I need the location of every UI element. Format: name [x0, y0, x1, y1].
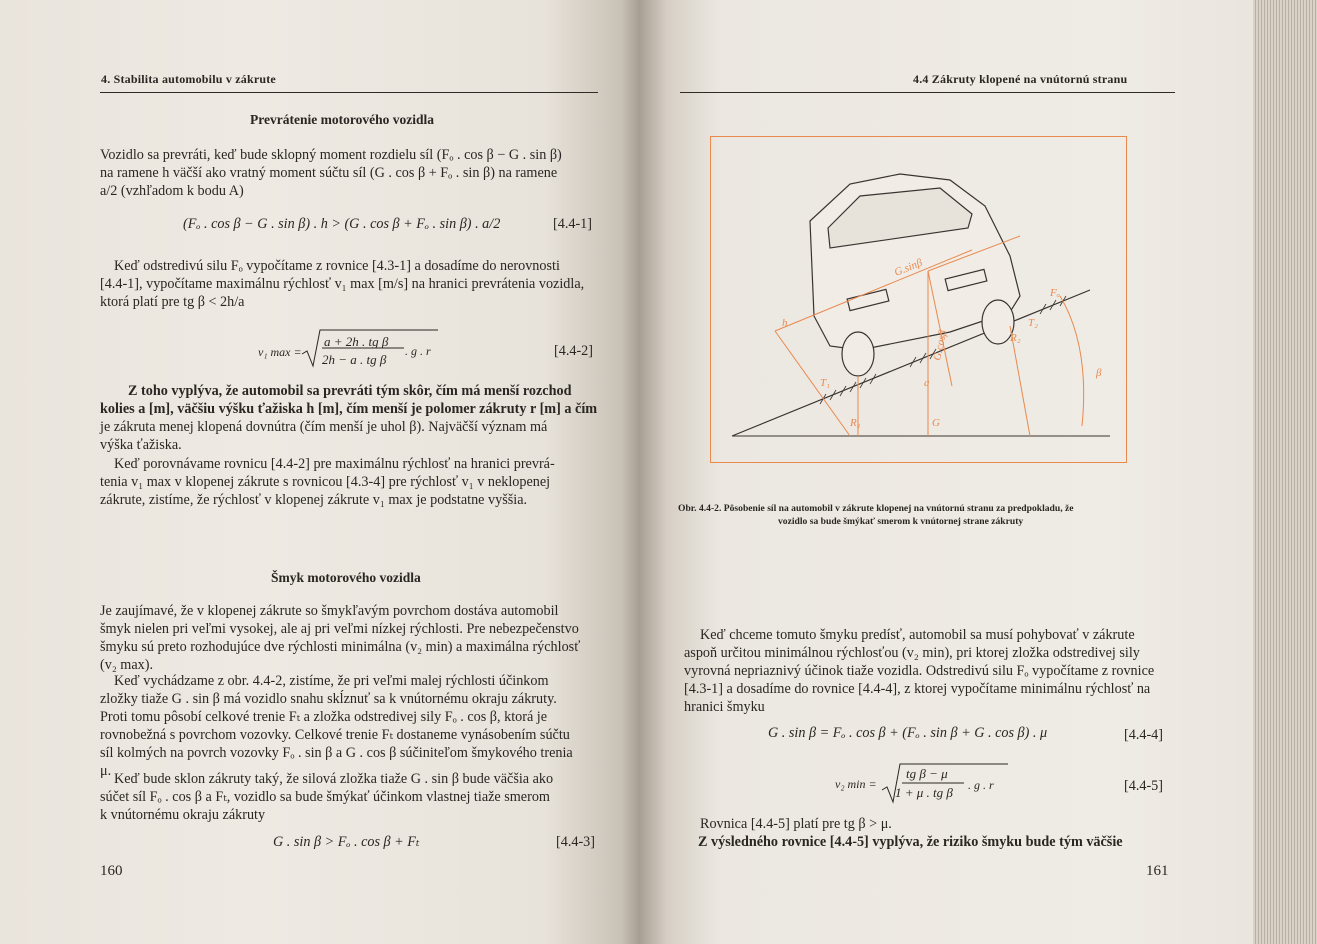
text-line: [4.3-1] a dosadíme do rovnice [4.4-4], z ktorej vypočítame minimálnu rýchlosť na [684, 681, 1151, 697]
equation-lhs: v₂ min = [835, 777, 877, 791]
label-t1: T₁ [820, 377, 830, 389]
text-line: šmyk nielen pri veľmi vysokej, ale aj pri veľmi nízkej rýchlosti. Pre nebezpečenstvo [100, 621, 579, 637]
car [810, 174, 1020, 376]
text-line: Z toho vyplýva, že automobil sa prevráti tým skôr, čím má menší rozchod [128, 383, 572, 399]
page-number-right: 161 [1146, 863, 1169, 879]
text-line: k vnútornému okraju zákruty [100, 807, 266, 823]
figure-caption-line: vozidlo sa bude šmýkať smerom k vnútornej strane zákruty [778, 516, 1024, 527]
equation-numerator: a + 2h . tg β [324, 334, 389, 349]
text-line: Keď bude sklon zákruty taký, že silová zložka tiaže G . sin β bude väčšia ako [114, 771, 554, 787]
label-gcos: G.cosβ [931, 328, 950, 362]
heading-prevratenie: Prevrátenie motorového vozidla [250, 112, 434, 127]
equation-tail: . g . r [405, 344, 431, 358]
text-line: Je zaujímavé, že v klopenej zákrute so šmykľavým povrchom dostáva automobil [100, 603, 559, 619]
left-page [0, 0, 640, 944]
text-line: rovnobežná s povrchom vozovky. Celkové trenie Fₜ dostaneme vynásobením súčtu [100, 727, 570, 743]
label-t2: T₂ [1028, 317, 1038, 329]
running-head-left: 4. Stabilita automobilu v zákrute [101, 72, 276, 86]
text-line: je zákruta menej klopená dovnútra (čím menší je uhol β). Najväčší význam má [100, 419, 548, 435]
label-g: G [932, 417, 940, 429]
label-r2: R₂ [1010, 332, 1021, 344]
text-line: Keď odstredivú silu Fₒ vypočítame z rovnice [4.3-1] a dosadíme do nerovnosti [114, 258, 560, 274]
equation-4-4-1: (Fₒ . cos β − G . sin β) . h > (G . cos β + Fₒ . sin β) . a/2 [183, 216, 501, 232]
equation-number: [4.4-4] [1124, 727, 1164, 743]
label-gsin: G.sinβ [892, 256, 925, 279]
equation-denominator: 1 + μ . tg β [895, 785, 953, 800]
text-line: Z výsledného rovnice [4.4-5] vyplýva, že riziko šmyku bude tým väčšie [698, 834, 1123, 850]
figure-drawing [710, 136, 1128, 464]
equation-number: [4.4-1] [553, 216, 593, 232]
text-line: aspoň určitou minimálnou rýchlosťou (v₂ min), pri ktorej zložka odstredivej sily [684, 645, 1140, 661]
header-rule-left [100, 92, 598, 93]
text-line: ktorá platí pre tg β < 2h/a [100, 294, 245, 310]
text-line: tenia v₁ max v klopenej zákrute s rovnicou [4.3-4] pre rýchlosť v₁ v neklopenej [100, 474, 551, 490]
page-number-left: 160 [100, 863, 123, 879]
label-r1: R₁ [850, 417, 861, 429]
text-line: Vozidlo sa prevráti, keď bude sklopný moment rozdielu síl (Fₒ . cos β − G . sin β) [100, 147, 562, 163]
text-line: [4.4-1], vypočítame maximálnu rýchlosť v₁ max [m/s] na hranici prevrátenia vozidla, [100, 276, 585, 292]
label-h: h [782, 317, 788, 329]
text-line: kolies a [m], väčšiu výšku ťažiska h [m], čím menší je polomer zákruty r [m] a čím [100, 401, 598, 417]
equation-number: [4.4-3] [556, 834, 596, 850]
page-edges [1253, 0, 1317, 944]
figure-caption-line: Obr. 4.4-2. Pôsobenie síl na automobil v zákrute klopenej na vnútornú stranu za predpokladu, že [678, 503, 1074, 514]
text-line: zákrute, zistíme, že rýchlosť v klopenej zákrute v₁ max je podstatne vyššia. [100, 492, 528, 508]
text-line: súčet síl Fₒ . cos β a Fₜ, vozidlo sa bude šmýkať účinkom vlastnej tiaže smerom [100, 789, 550, 805]
text-line: šmyku sú preto rozhodujúce dve rýchlosti minimálna (v₂ min) a maximálna rýchlosť [100, 639, 581, 655]
text-line: μ. [100, 763, 112, 779]
equation-numerator: tg β − μ [906, 766, 948, 781]
label-fo: Fₒ [1050, 287, 1060, 299]
text-line: Keď porovnávame rovnicu [4.4-2] pre maximálnu rýchlosť na hranici prevrá- [114, 456, 555, 472]
equation-number: [4.4-2] [554, 343, 594, 359]
text-line: a/2 (vzhľadom k bodu A) [100, 183, 244, 199]
text-line: na ramene h väčší ako vratný moment súčtu síl (G . cos β + Fₒ . sin β) na ramene [100, 165, 558, 181]
text-line: vyrovná nepriaznivý účinok tiaže vozidla. Odstredivú silu Fₒ vypočítame z rovnice [684, 663, 1155, 679]
equation-4-4-4: G . sin β = Fₒ . cos β + (Fₒ . sin β + G . cos β) . μ [768, 725, 1048, 741]
header-rule-right [680, 92, 1175, 93]
figure-4-4-2 [710, 136, 1128, 464]
equation-4-4-3: G . sin β > Fₒ . cos β + Fₜ [273, 834, 420, 850]
text-line: zložky tiaže G . sin β má vozidlo snahu skĺznuť sa k vnútornému okraju zákruty. [100, 691, 557, 707]
text-line: Keď vychádzame z obr. 4.4-2, zistíme, že pri veľmi malej rýchlosti účinkom [114, 673, 549, 689]
equation-denominator: 2h − a . tg β [322, 352, 387, 367]
text-line: výška ťažiska. [100, 437, 182, 453]
text-line: Rovnica [4.4-5] platí pre tg β > μ. [700, 816, 892, 832]
text-line: síl kolmých na povrch vozovky Fₒ . sin β a G . cos β súčiniteľom šmykového trenia [100, 745, 573, 761]
running-head-right: 4.4 Zákruty klopené na vnútornú stranu [913, 72, 1128, 86]
text-line: (v₂ max). [100, 657, 154, 673]
equation-number: [4.4-5] [1124, 778, 1164, 794]
heading-smyk: Šmyk motorového vozidla [271, 570, 421, 585]
text-line: Keď chceme tomuto šmyku predísť, automobil sa musí pohybovať v zákrute [700, 627, 1135, 643]
right-page [640, 0, 1317, 944]
text-line: hranici šmyku [684, 699, 765, 715]
label-beta: β [1096, 367, 1102, 379]
equation-lhs: v₁ max = [258, 345, 302, 359]
equation-tail: . g . r [968, 778, 994, 792]
text-line: Proti tomu pôsobí celkové trenie Fₜ a zložka odstredivej sily Fₒ . cos β, ktorá je [100, 709, 548, 725]
label-a: a [924, 377, 930, 389]
